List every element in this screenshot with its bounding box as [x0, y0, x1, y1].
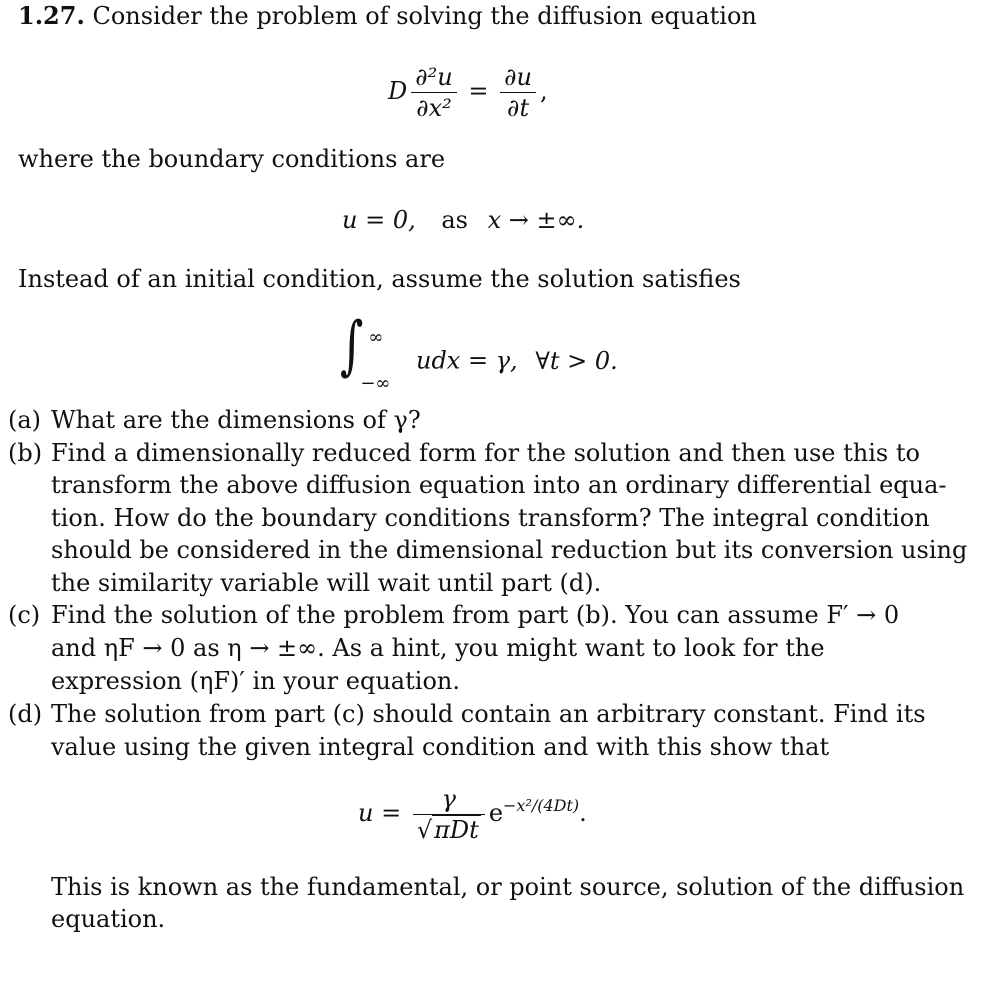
lhs-numerator: ∂²u [411, 62, 457, 93]
part-d-label: (d) [8, 700, 43, 728]
part-a-line: What are the dimensions of γ? [51, 406, 421, 434]
eq-tail: , [540, 77, 548, 105]
closing-line: This is known as the fundamental, or point source, solution of the diffusion [51, 873, 965, 901]
part-b-line: tion. How do the boundary conditions transform? The integral condition [51, 504, 930, 532]
exp-base: e [488, 799, 504, 827]
bc-as: as [441, 206, 468, 234]
part-b-line: the similarity variable will wait until part (d). [51, 569, 602, 597]
solution-tail: . [579, 799, 587, 827]
bc-rhs: x → ±∞. [487, 206, 585, 234]
part-c-label: (c) [8, 601, 41, 629]
part-b-line: Find a dimensionally reduced form for the solution and then use this to [51, 439, 920, 467]
bc-lhs: u = 0, [342, 206, 416, 234]
part-d-line: The solution from part (c) should contain an arbitrary constant. Find its [51, 700, 926, 728]
boundary-condition [342, 204, 584, 236]
rhs-fraction [500, 62, 536, 123]
lhs-fraction [411, 62, 457, 123]
part-b-line: transform the above diffusion equation into an ordinary differential equa- [51, 471, 947, 499]
solution-formula [358, 784, 587, 845]
part-a-label: (a) [8, 406, 42, 434]
solution-numerator: γ [413, 784, 485, 815]
integral-sign: ∫ [340, 309, 364, 383]
exponent: −x²/(4Dt) [503, 796, 580, 815]
problem-number: 1.27. [18, 1, 85, 30]
lhs-denominator: ∂x² [416, 94, 452, 122]
integral-lower: −∞ [360, 372, 391, 394]
sqrt-body: πDt [434, 816, 479, 844]
integral-upper: ∞ [368, 326, 384, 348]
part-c-line: and ηF → 0 as η → ±∞. As a hint, you might want to look for the [51, 634, 825, 662]
rhs-denominator: ∂t [507, 94, 530, 122]
part-c-line: expression (ηF)′ in your equation. [51, 667, 460, 695]
bc-intro: where the boundary conditions are [18, 145, 446, 173]
problem-intro-line [18, 0, 757, 32]
part-b-label: (b) [8, 439, 43, 467]
part-b-line: should be considered in the dimensional reduction but its conversion using [51, 536, 968, 564]
part-c-line: Find the solution of the problem from part (b). You can assume F′ → 0 [51, 601, 900, 629]
ic-intro: Instead of an initial condition, assume the solution satisfies [18, 265, 741, 293]
sqrt-sign: √ [416, 816, 433, 844]
integral-forall: ∀t > 0. [535, 346, 618, 375]
diffusion-equation [388, 62, 548, 123]
problem-intro: Consider the problem of solving the diffusion equation [92, 2, 757, 30]
solution-denominator [413, 815, 485, 845]
eq-coef: D [388, 77, 408, 105]
solution-lhs: u = [358, 799, 402, 827]
equals-sign: = [468, 77, 489, 105]
solution-fraction [413, 784, 485, 845]
integral-limits [360, 326, 408, 396]
integral-body: udx = γ, [415, 346, 518, 375]
part-d-line: value using the given integral condition and with this show that [51, 733, 830, 761]
integral-condition [335, 309, 618, 396]
closing-line: equation. [51, 905, 166, 933]
rhs-numerator: ∂u [500, 62, 536, 93]
